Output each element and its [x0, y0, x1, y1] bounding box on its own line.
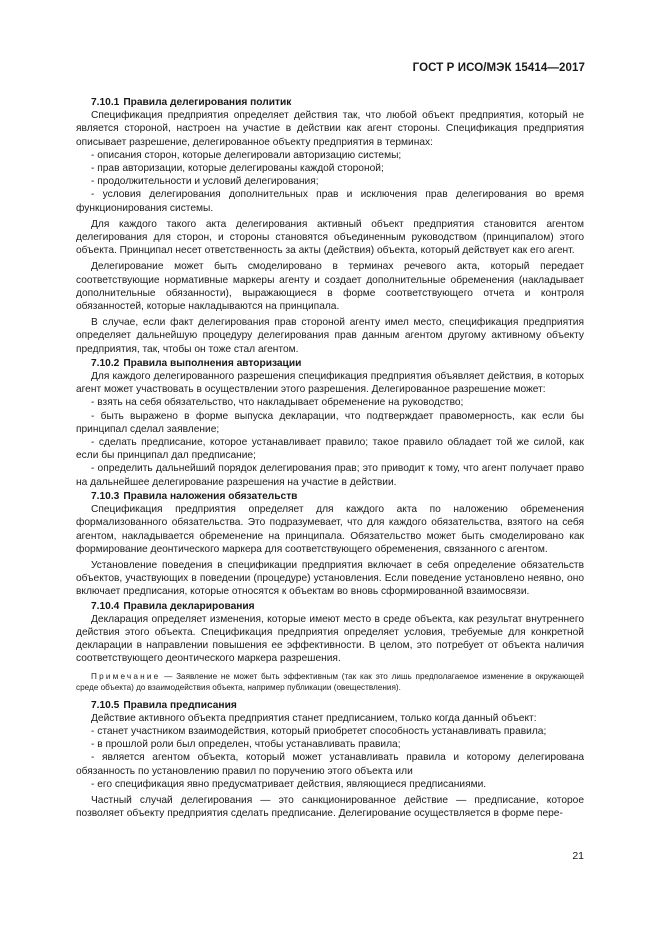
list-item: - быть выражено в форме выпуска декларации, что подтверждает правомерность, как если бы принципал сделал заявление;	[76, 410, 584, 435]
section-heading: 7.10.3 Правила наложения обязательств	[91, 490, 298, 502]
list-item: - в прошлой роли был определен, чтобы устанавливать правила;	[91, 739, 401, 751]
paragraph: Для каждого такого акта делегирования активный объект предприятия становится агентом делегирования для сторон, и стороны становятся объединенным руководством (принципалом) этого объекта. Принципал несет ответственность за акты (действия) объекта, который действует как его агент.	[76, 218, 584, 257]
note-label: Примечание	[91, 671, 161, 681]
list-item: - его спецификация явно предусматривает действия, являющиеся предписаниями.	[91, 778, 487, 790]
list-item: - прав авторизации, которые делегированы каждой стороной;	[91, 163, 384, 175]
list-item: - продолжительности и условий делегирования;	[91, 176, 319, 188]
list-item: - взять на себя обязательство, что накладывает обременение на руководство;	[91, 397, 464, 409]
list-item: - станет участником взаимодействия, который приобретет способность устанавливать правила;	[91, 725, 547, 737]
list-item: - является агентом объекта, который может устанавливать правила и которому делегирована обязанность по установлению правил по поручению этого объекта или	[76, 752, 584, 777]
paragraph: Спецификация предприятия определяет действия так, что любой объект предприятия, который не является стороной, настроен на участие в действии как агент стороны. Спецификация предприятия описывает разрешение, делегированное объекту предприятия в терминах:	[76, 110, 584, 148]
section-heading: 7.10.1 Правила делегирования политик	[91, 97, 292, 108]
document-body	[76, 95, 584, 820]
paragraph: Спецификация предприятия определяет для каждого акта по наложению обременения формализованного обязательства. Это подразумевает, что для каждого обязательства, взятого на себя агентом, накладывается обременение на принципала. Обязательство может быть смоделировано как формирование деонтического маркера для соответствующего обременения, связанного с агентом.	[76, 504, 584, 555]
page-number: 21	[572, 850, 584, 862]
section-heading: 7.10.5 Правила предписания	[91, 699, 237, 711]
list-item: - условия делегирования дополнительных прав и исключения прав делегирования во время функционирования системы.	[76, 189, 584, 214]
note-text: — Заявление не может быть эффективным (так как это лишь предполагаемое изменение в окружающей среде объекта) до взаимодействия объекта, например публикации (овеществления).	[76, 671, 584, 693]
section-heading: 7.10.2 Правила выполнения авторизации	[91, 357, 302, 369]
paragraph: Делегирование может быть смоделировано в терминах речевого акта, который передает соответствующие нормативные маркеры агенту и создает дополнительные обременения (накладывает дополнительные обязанности), выражающиеся в форме соответствующего отчета и контроля обязанностей, которые накладываются на принципала.	[76, 261, 584, 313]
paragraph: Для каждого делегированного разрешения спецификация предприятия объявляет действия, в которых агент может участвовать в осуществлении этого разрешения. Делегированное разрешение может:	[76, 371, 584, 396]
note	[76, 671, 584, 694]
list-item: - определить дальнейший порядок делегирования прав; это приводит к тому, что агент получает право на дальнейшее делегирование разрешения на участие в действии.	[76, 463, 584, 488]
paragraph: Действие активного объекта предприятия станет предписанием, только когда данный объект:	[91, 712, 537, 724]
paragraph: Частный случай делегирования — это санкционированное действие — предписание, которое позволяет объекту предприятия сделать предписание. Делегирование осуществляется в форме пере-	[76, 794, 584, 820]
paragraph: Установление поведения в спецификации предприятия включает в себя определение обязательств объектов, участвующих в поведении (процедуре) установления. Если поведение установлено неявно, оно включает предписания, которые относятся к объектам во вновь сформированной взаимосвязи.	[76, 559, 584, 598]
paragraph: В случае, если факт делегирования прав стороной агенту имел место, спецификация предприятия определяет дальнейшую процедуру делегирования прав данным агентом другому активному объекту предприятия, так, чтобы он тоже стал агентом.	[76, 317, 584, 355]
standard-header: ГОСТ Р ИСО/МЭК 15414—2017	[412, 62, 585, 74]
list-item: - описания сторон, которые делегировали авторизацию системы;	[91, 149, 402, 161]
list-item: - сделать предписание, которое устанавливает правило; такое правило обладает той же силой, как если бы принципал дал предписание;	[76, 437, 584, 462]
section-heading: 7.10.4 Правила декларирования	[91, 600, 255, 612]
paragraph: Декларация определяет изменения, которые имеют место в среде объекта, как результат внутреннего действия этого объекта. Спецификация предприятия определяет условия, требуемые для конкретной декларации в направлении повышения ее эффективности. В целом, это потребует от объекта наличия соответствующего деонтического маркера разрешения.	[76, 613, 584, 665]
